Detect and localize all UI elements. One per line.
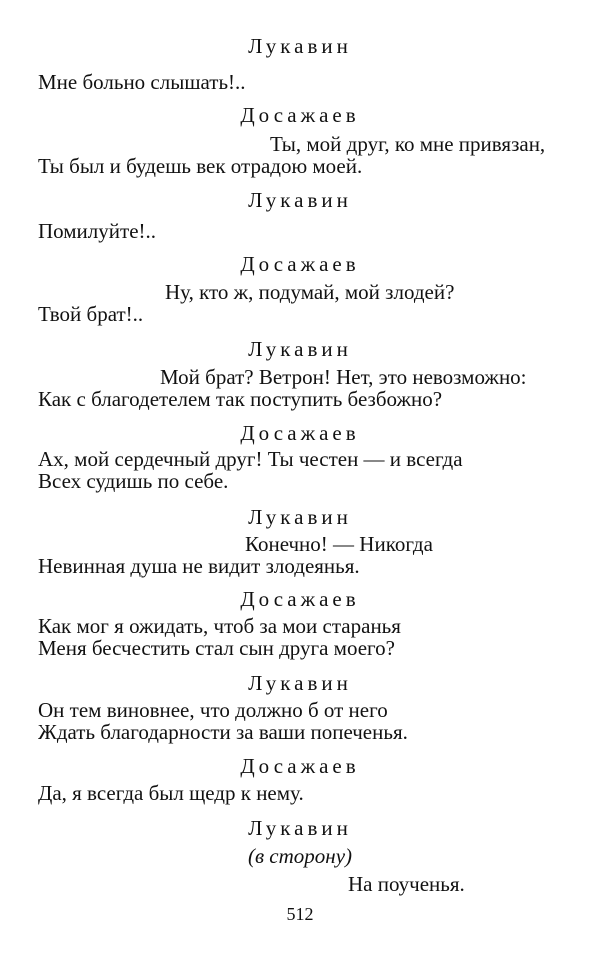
speaker-name: Досажаев bbox=[240, 754, 360, 778]
verse-line: Ждать благодарности за ваши попеченья. bbox=[38, 720, 408, 744]
stage-direction: (в сторону) bbox=[247, 844, 353, 868]
speaker-name: Лукавин bbox=[248, 337, 352, 361]
speaker-name: Досажаев bbox=[240, 252, 360, 276]
verse-line: Как с благодетелем так поступить безбожно? bbox=[38, 387, 443, 411]
speaker-name: Досажаев bbox=[240, 587, 360, 611]
verse-line: Он тем виновнее, что должно б от него bbox=[38, 698, 388, 722]
verse-line: Ты, мой друг, ко мне привязан, bbox=[270, 132, 546, 156]
verse-line: Ну, кто ж, подумай, мой злодей? bbox=[165, 280, 455, 304]
verse-line: Мне больно слышать!.. bbox=[38, 70, 246, 94]
verse-line: Конечно! — Никогда bbox=[245, 532, 433, 556]
verse-line: Ах, мой сердечный друг! Ты честен — и всегда bbox=[38, 447, 463, 471]
speaker-name: Лукавин bbox=[248, 505, 352, 529]
verse-line: Мой брат? Ветрон! Нет, это невозможно: bbox=[160, 365, 527, 389]
verse-line: Меня бесчестить стал сын друга моего? bbox=[38, 636, 395, 660]
speaker-name: Лукавин bbox=[248, 34, 352, 58]
verse-line: Да, я всегда был щедр к нему. bbox=[38, 781, 304, 805]
speaker-name: Лукавин bbox=[248, 188, 352, 212]
speaker-name: Досажаев bbox=[240, 103, 360, 127]
verse-line: Ты был и будешь век отрадою моей. bbox=[38, 154, 363, 178]
verse-line: На поученья. bbox=[348, 872, 465, 896]
verse-line: Твой брат!.. bbox=[38, 302, 144, 326]
speaker-name: Лукавин bbox=[248, 816, 352, 840]
verse-line: Невинная душа не видит злодеянья. bbox=[38, 554, 360, 578]
verse-line: Как мог я ожидать, чтоб за мои старанья bbox=[38, 614, 401, 638]
verse-line: Всех судишь по себе. bbox=[38, 469, 229, 493]
speaker-name: Лукавин bbox=[248, 671, 352, 695]
page-number: 512 bbox=[286, 904, 314, 924]
speaker-name: Досажаев bbox=[240, 421, 360, 445]
verse-line: Помилуйте!.. bbox=[38, 219, 157, 243]
